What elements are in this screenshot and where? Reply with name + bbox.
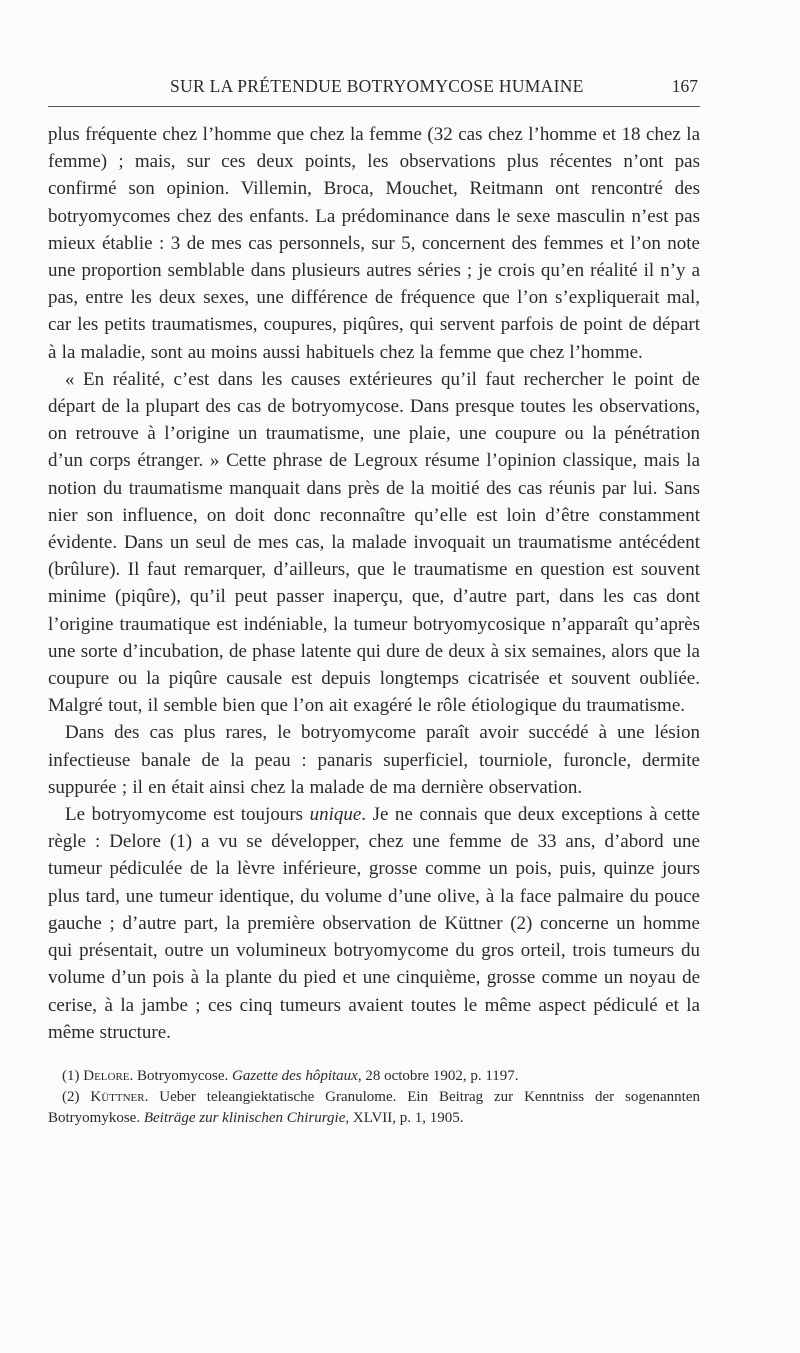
footnote-2-marker: (2) xyxy=(62,1088,91,1105)
footnote-2-text: . Ueber teleangiektatische Granulome. Ein Beitrag zur Kenntniss der sogenannten Botryomykose. xyxy=(48,1088,700,1126)
footnote-1 xyxy=(48,1066,700,1087)
footnote-2 xyxy=(48,1087,700,1129)
paragraph-2: « En réalité, c’est dans les causes extérieures qu’il faut rechercher le point de départ de la plupart des cas de botryomycose. Dans presque toutes les observations, on retrouve à l’origine un traumatisme, une plaie, une coupure ou la pénétration d’un corps étranger. » Cette phrase de Legroux résume l’opinion classique, mais la notion du traumatisme manquait dans près de la moitié des cas réunis par lui. Sans nier son influence, on doit donc reconnaître qu’elle est loin d’être constamment évidente. Dans un seul de mes cas, la malade invoquait un traumatisme antécédent (brûlure). Il faut remarquer, d’ailleurs, que le traumatisme en question est souvent minime (piqûre), qu’il peut passer inaperçu, que, d’autre part, dans les cas dont l’origine traumatique est indéniable, la tumeur botryomycosique n’apparaît qu’après une sorte d’incubation, de phase latente qui dure de deux à six semaines, alors que la coupure ou la piqûre causale est depuis longtemps cicatrisée et souvent oubliée. Malgré tout, il semble bien que l’on ait exagéré le rôle étiologique du traumatisme. xyxy=(48,368,700,717)
paragraph-4 xyxy=(48,801,700,1046)
paragraph-4-rest: . Je ne connais que deux exceptions à cette règle : Delore (1) a vu se développer, chez une femme de 33 ans, d’abord une tumeur pédiculée de la lèvre inférieure, grosse comme un pois, puis, quinze jours plus tard, une tumeur identique, du volume d’une olive, à la face palmaire du pouce gauche ; d’autre part, la première observation de Küttner (2) concerne un homme qui présentait, outre un volumineux botryomycome du gros orteil, trois tumeurs du volume d’un pois à la plante du pied et une cinquième, grosse comme un noyau de cerise, à la jambe ; ces cinq tumeurs avaient toutes le même aspect pédiculé et la même structure. xyxy=(48,804,700,1043)
paragraph-1: plus fréquente chez l’homme que chez la femme (32 cas chez l’homme et 18 chez la femme) ; mais, sur ces deux points, les observations plus récentes n’ont pas confirmé son opinion. Villemin, Broca, Mouchet, Reitmann ont rencontré des botryomycomes chez des enfants. La prédominance dans le sexe masculin n’est pas mieux établie : 3 de mes cas personnels, sur 5, concernent des femmes et l’on note une proportion semblable dans plusieurs autres séries ; je crois qu’en réalité il n’y a pas, entre les deux sexes, une différence de fréquence que l’on s’expliquerait mal, car les petits traumatismes, coupures, piqûres, qui servent parfois de point de départ à la maladie, sont au moins aussi habituels chez la femme que chez l’homme. xyxy=(48,124,700,363)
running-head xyxy=(48,70,700,107)
footnote-1-marker: (1) xyxy=(62,1067,84,1084)
footnote-1-details: , 28 octobre 1902, p. 1197. xyxy=(357,1067,519,1084)
book-page xyxy=(48,70,700,1129)
footnote-1-author: Delore xyxy=(83,1067,130,1084)
paragraph-3: Dans des cas plus rares, le botryomycome paraît avoir succédé à une lésion infectieuse banale de la peau : panaris superficiel, tourniole, furoncle, dermite suppurée ; il en était ainsi chez la malade de ma dernière observation. xyxy=(48,722,700,798)
page-number: 167 xyxy=(671,76,698,96)
footnote-2-details: , XLVII, p. 1, 1905. xyxy=(345,1109,464,1126)
emphasis-unique: unique xyxy=(309,804,362,826)
footnote-1-text: . Botryomycose. xyxy=(129,1067,233,1084)
footnote-1-journal: Gazette des hôpitaux xyxy=(232,1067,358,1084)
footnote-2-author: Küttner xyxy=(90,1088,145,1105)
footnote-2-journal: Beiträge zur klinischen Chirurgie xyxy=(143,1109,346,1126)
body-text xyxy=(48,121,700,1046)
running-title: SUR LA PRÉTENDUE BOTRYOMYCOSE HUMAINE xyxy=(170,76,584,96)
footnotes xyxy=(48,1066,700,1129)
paragraph-4-start: Le botryomycome est toujours xyxy=(65,804,310,826)
